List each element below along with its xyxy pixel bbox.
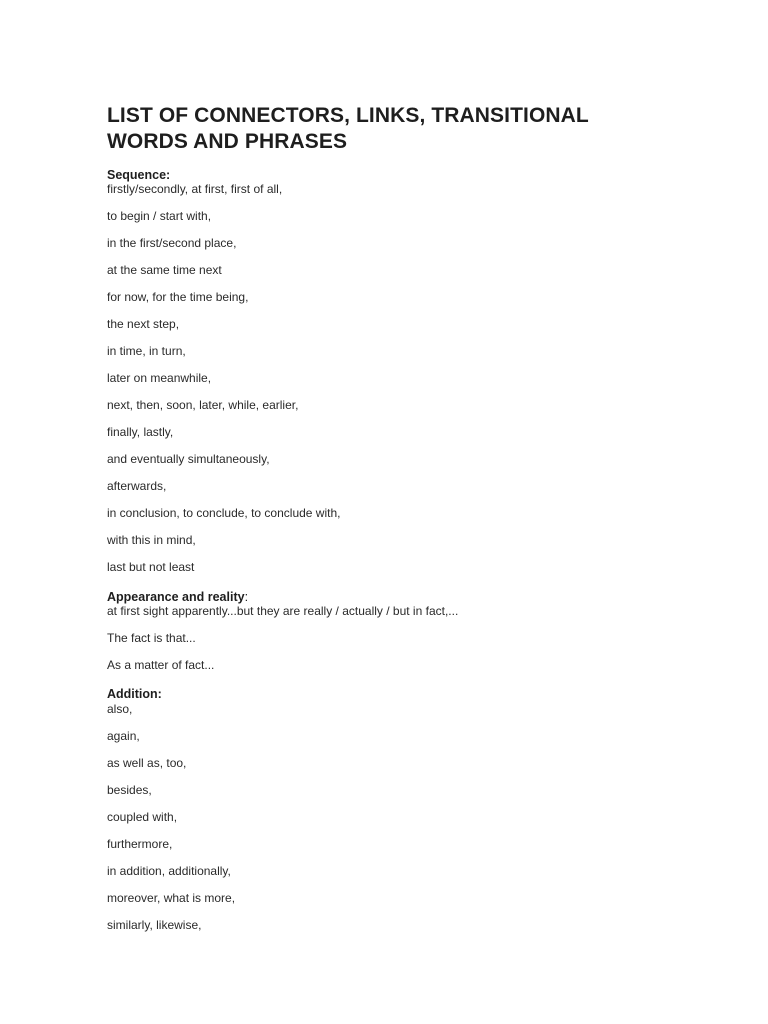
list-item: As a matter of fact... — [107, 658, 215, 672]
list-item: coupled with, — [107, 810, 178, 824]
list-item: the next step, — [107, 317, 180, 331]
section-heading-appearance-text: Appearance and reality — [107, 590, 245, 604]
section-heading-appearance-colon: : — [244, 590, 249, 604]
list-item: besides, — [107, 783, 152, 797]
list-item: firstly/secondly, at first, first of all, — [107, 182, 283, 196]
section-heading-addition-text: Addition: — [107, 687, 162, 701]
list-item: finally, lastly, — [107, 425, 174, 439]
section-addition — [107, 686, 727, 933]
list-item: in the first/second place, — [107, 236, 237, 250]
list-item: at the same time next — [107, 263, 222, 277]
document-title-line-2: WORDS AND PHRASES — [107, 130, 348, 153]
section-heading-sequence-text: Sequence: — [107, 168, 171, 182]
list-item: also, — [107, 702, 133, 716]
list-item: next, then, soon, later, while, earlier, — [107, 398, 299, 412]
list-item: in conclusion, to conclude, to conclude with, — [107, 506, 341, 520]
list-item: at first sight apparently...but they are really / actually / but in fact,... — [107, 604, 459, 618]
list-item: as well as, too, — [107, 756, 187, 770]
list-item: moreover, what is more, — [107, 891, 236, 905]
list-item: and eventually simultaneously, — [107, 452, 270, 466]
list-item: afterwards, — [107, 479, 167, 493]
section-sequence — [107, 167, 727, 575]
list-item: later on meanwhile, — [107, 371, 212, 385]
document-page — [107, 103, 727, 933]
document-title — [107, 103, 727, 155]
list-item: similarly, likewise, — [107, 918, 202, 932]
list-item: for now, for the time being, — [107, 290, 249, 304]
document-title-line-1: LIST OF CONNECTORS, LINKS, TRANSITIONAL — [107, 104, 589, 127]
list-item: last but not least — [107, 560, 195, 574]
list-item: with this in mind, — [107, 533, 196, 547]
list-item: again, — [107, 729, 140, 743]
list-item: to begin / start with, — [107, 209, 212, 223]
list-item: in time, in turn, — [107, 344, 186, 358]
list-item: The fact is that... — [107, 631, 196, 645]
section-heading-addition — [107, 686, 727, 702]
list-item: furthermore, — [107, 837, 173, 851]
section-appearance-and-reality — [107, 589, 727, 673]
list-item: in addition, additionally, — [107, 864, 231, 878]
